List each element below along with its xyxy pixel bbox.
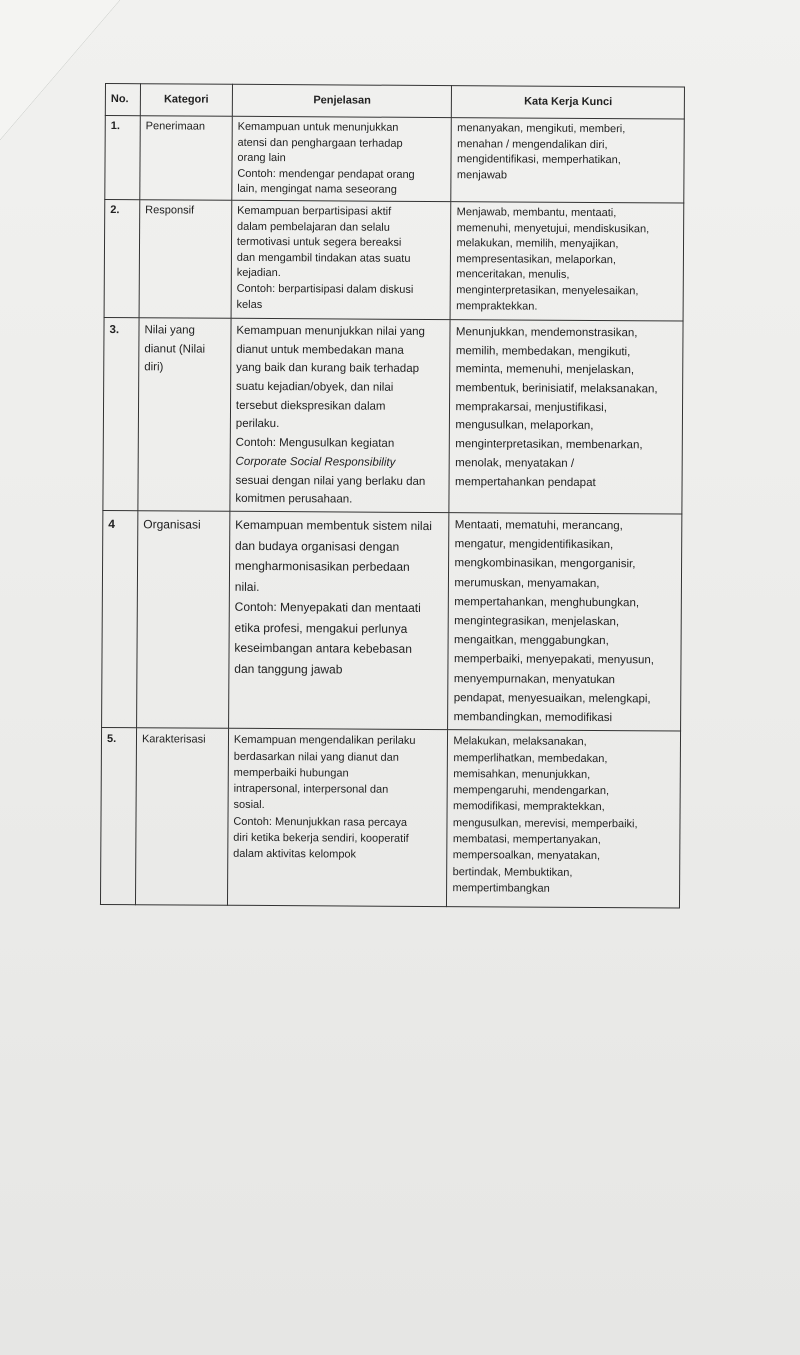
- keywords-cell-line: mempersoalkan, menyatakan,: [452, 849, 601, 863]
- keywords-cell-line: menginterpretasikan, menyelesaikan,: [456, 284, 639, 298]
- keywords-cell-line: merumuskan, menyamakan,: [454, 576, 600, 590]
- category-cell-line: diri): [144, 361, 164, 374]
- table-row: [102, 510, 682, 731]
- keywords-cell-line: pendapat, menyesuaikan, melengkapi,: [453, 691, 651, 706]
- affective-domain-table: [100, 83, 685, 909]
- keywords-cell-line: memilih, membedakan, mengikuti,: [455, 344, 631, 358]
- explanation-cell: [230, 318, 451, 512]
- header-explanation: Penjelasan: [232, 84, 452, 117]
- explanation-cell-line: orang lain: [237, 151, 286, 165]
- explanation-cell-line: yang baik dan kurang baik terhadap: [236, 362, 420, 376]
- explanation-cell: [232, 116, 452, 201]
- keywords-cell: [451, 118, 684, 203]
- table-body: [100, 116, 684, 909]
- table-header-row: [105, 84, 684, 120]
- category-cell-line: Karakterisasi: [141, 733, 206, 746]
- row-number: 3.: [103, 317, 139, 510]
- explanation-cell-line: sesuai dengan nilai yang berlaku dan: [235, 474, 426, 488]
- explanation-cell-line: sosial.: [233, 799, 265, 812]
- header-no: No.: [105, 84, 140, 116]
- category-cell-line: Organisasi: [143, 517, 201, 532]
- keywords-cell: [451, 202, 684, 321]
- explanation-cell-line: dalam aktivitas kelompok: [233, 848, 357, 861]
- explanation-cell-line: dan mengambil tindakan atas suatu: [236, 251, 411, 265]
- keywords-cell-line: mengintegrasikan, menjelaskan,: [454, 615, 620, 629]
- keywords-cell-line: melakukan, memilih, menyajikan,: [456, 237, 619, 251]
- explanation-cell-line: Corporate Social Responsibility: [235, 455, 396, 469]
- keywords-cell-line: mengatur, mengidentifikasikan,: [454, 538, 614, 552]
- keywords-cell-line: memprakarsai, menjustifikasi,: [455, 400, 607, 414]
- keywords-cell-line: mempertahankan pendapat: [455, 475, 596, 489]
- keywords-cell-line: menjawab: [456, 168, 508, 182]
- explanation-cell-line: kejadian.: [236, 267, 281, 280]
- explanation-cell-line: Contoh: Mengusulkan kegiatan: [235, 436, 395, 450]
- keywords-cell-line: menahan / mengendalikan diri,: [457, 137, 608, 151]
- explanation-cell-line: kelas: [236, 298, 263, 311]
- explanation-cell-line: intrapersonal, interpersonal dan: [233, 782, 389, 796]
- category-cell-line: Penerimaan: [145, 120, 206, 133]
- explanation-cell-line: Contoh: mendengar pendapat orang: [237, 167, 415, 181]
- explanation-cell-line: tersebut diekspresikan dalam: [235, 399, 386, 413]
- explanation-cell-line: berdasarkan nilai yang dianut dan: [233, 750, 399, 764]
- keywords-cell-line: menyempurnakan, menyatukan: [453, 672, 615, 686]
- category-cell-line: Responsif: [145, 204, 195, 217]
- explanation-cell-line: keseimbangan antara kebebasan: [234, 640, 412, 656]
- keywords-cell-line: menanyakan, mengikuti, memberi,: [457, 122, 626, 136]
- category-cell: [135, 728, 228, 906]
- explanation-cell-line: dan budaya organisasi dengan: [235, 538, 400, 554]
- explanation-cell-line: komitmen perusahaan.: [235, 493, 353, 506]
- keywords-cell-line: menginterpretasikan, membenarkan,: [455, 438, 643, 452]
- keywords-cell-line: meminta, memenuhi, menjelaskan,: [455, 363, 635, 377]
- keywords-cell-line: mempraktekkan.: [456, 299, 538, 313]
- keywords-cell-line: mempengaruhi, mendengarkan,: [453, 784, 610, 798]
- keywords-cell-line: mengaitkan, menggabungkan,: [454, 634, 609, 648]
- explanation-cell-line: termotivasi untuk segera bereaksi: [236, 235, 402, 249]
- keywords-cell-line: Menunjukkan, mendemonstrasikan,: [455, 326, 638, 340]
- category-cell: [140, 116, 232, 201]
- explanation-cell-line: nilai.: [234, 579, 260, 594]
- keywords-cell-line: mengidentifikasi, memperhatikan,: [456, 153, 621, 167]
- keywords-cell-line: mempertahankan, menghubungkan,: [454, 595, 640, 610]
- explanation-cell-line: lain, mengingat nama seseorang: [237, 183, 397, 197]
- explanation-cell-line: Kemampuan mengendalikan perilaku: [233, 734, 416, 748]
- explanation-cell-line: Contoh: Menyepakati dan mentaati: [234, 599, 421, 615]
- category-cell-line: dianut (Nilai: [144, 342, 206, 356]
- explanation-cell-line: Contoh: berpartisipasi dalam diskusi: [236, 282, 414, 296]
- explanation-cell-line: atensi dan penghargaan terhadap: [237, 136, 403, 150]
- keywords-cell-line: menceritakan, menulis,: [456, 268, 570, 282]
- explanation-cell: [228, 511, 449, 730]
- keywords-cell: [448, 513, 682, 732]
- row-number: 1.: [105, 116, 140, 200]
- explanation-cell: [227, 729, 448, 907]
- explanation-cell-line: memperbaiki hubungan: [233, 766, 349, 780]
- row-number: 5.: [100, 728, 136, 905]
- explanation-cell-line: suatu kejadian/obyek, dan nilai: [236, 380, 394, 394]
- keywords-cell-line: memenuhi, menyetujui, mendiskusikan,: [456, 221, 650, 235]
- explanation-cell-line: perilaku.: [235, 418, 280, 431]
- keywords-cell-line: Mentaati, mematuhi, merancang,: [454, 519, 623, 533]
- explanation-cell-line: Kemampuan menunjukkan nilai yang: [236, 324, 426, 338]
- keywords-cell-line: memisahkan, menunjukkan,: [453, 767, 591, 781]
- explanation-cell-line: dan tanggung jawab: [234, 661, 343, 676]
- header-category: Kategori: [140, 84, 232, 117]
- keywords-cell-line: mempresentasikan, melaporkan,: [456, 252, 617, 266]
- explanation-cell-line: Contoh: Menunjukkan rasa percaya: [233, 815, 408, 829]
- explanation-cell-line: dalam pembelajaran dan selalu: [236, 220, 390, 234]
- explanation-cell-line: dianut untuk membedakan mana: [236, 343, 404, 357]
- table-row: [100, 728, 680, 909]
- category-cell: [137, 511, 230, 729]
- keywords-cell-line: mengkombinasikan, mengorganisir,: [454, 557, 636, 571]
- row-number: 2.: [104, 199, 140, 317]
- keywords-cell-line: bertindak, Membuktikan,: [452, 865, 573, 879]
- row-number: 4: [102, 510, 138, 727]
- explanation-cell-line: Kemampuan membentuk sistem nilai: [235, 517, 432, 534]
- keywords-cell-line: memperbaiki, menyepakati, menyusun,: [453, 653, 655, 667]
- category-cell: [139, 200, 232, 319]
- keywords-cell-line: menolak, menyatakan /: [455, 457, 575, 470]
- keywords-cell-line: Menjawab, membantu, mentaati,: [456, 206, 617, 220]
- keywords-cell-line: membandingkan, memodifikasi: [453, 711, 613, 725]
- keywords-cell-line: mengusulkan, melaporkan,: [455, 419, 594, 433]
- category-cell: [138, 318, 231, 512]
- header-keywords: Kata Kerja Kunci: [452, 86, 685, 119]
- explanation-cell-line: diri ketika bekerja sendiri, kooperatif: [233, 831, 409, 845]
- category-cell-line: Nilai yang: [144, 324, 195, 337]
- keywords-cell-line: Melakukan, melaksanakan,: [453, 735, 587, 749]
- keywords-cell-line: membatasi, mempertanyakan,: [452, 833, 601, 847]
- table-row: [105, 116, 685, 204]
- keywords-cell-line: memodifikasi, mempraktekkan,: [453, 800, 605, 814]
- table-row: [103, 317, 683, 514]
- table-row: [104, 199, 684, 321]
- keywords-cell-line: mengusulkan, merevisi, memperbaiki,: [452, 816, 638, 830]
- explanation-cell-line: mengharmonisasikan perbedaan: [234, 558, 410, 574]
- keywords-cell: [447, 730, 681, 908]
- keywords-cell-line: memperlihatkan, membedakan,: [453, 751, 608, 765]
- keywords-cell-line: membentuk, berinisiatif, melaksanakan,: [455, 382, 658, 396]
- keywords-cell-line: mempertimbangkan: [452, 882, 550, 895]
- explanation-cell-line: etika profesi, mengakui perlunya: [234, 620, 408, 636]
- explanation-cell-line: Kemampuan berpartisipasi aktif: [237, 204, 392, 218]
- explanation-cell-line: Kemampuan untuk menunjukkan: [237, 120, 399, 134]
- explanation-cell: [231, 200, 451, 319]
- keywords-cell: [449, 320, 683, 514]
